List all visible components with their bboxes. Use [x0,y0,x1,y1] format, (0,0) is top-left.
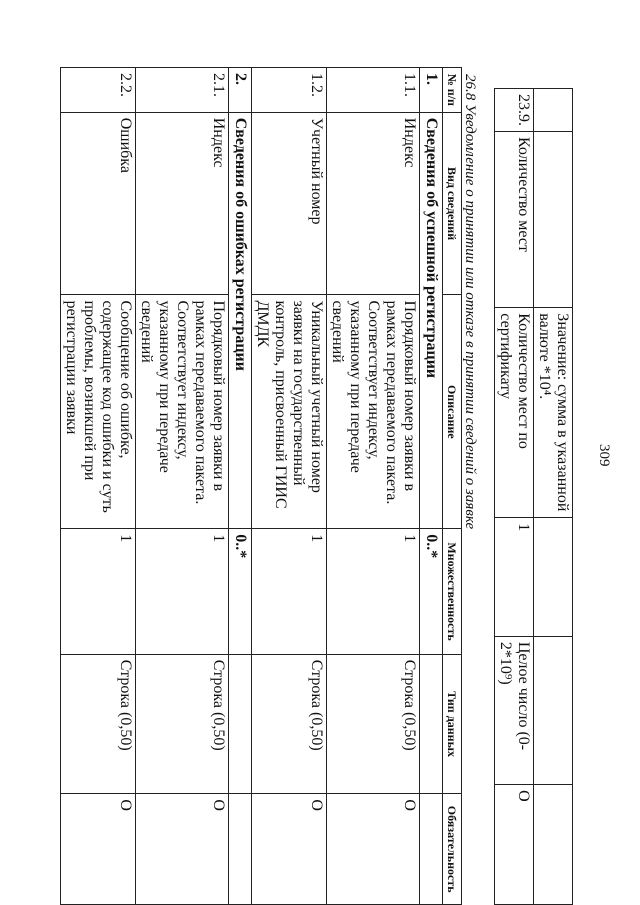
table-row [61,68,136,905]
cell-required [534,785,573,905]
cell-required: О [61,794,136,905]
cell-name: Учетный номер [252,112,327,295]
table-row [136,68,229,905]
section-title: Сведения об успешной регистрации [420,112,443,529]
header-type: Тип данных [443,654,462,794]
section-required [229,794,252,905]
cell-num: 1.2. [252,68,327,113]
cell-type: Целое число (0-2*10⁹) [495,636,534,784]
cell-multiplicity: 1 [136,529,229,654]
header-name: Вид сведений [443,112,462,295]
cell-required: О [252,794,327,905]
cell-description: Уникальный учетный номер заявки на государственный контроль, присвоенный ГИИС ДМДК [252,295,327,529]
section-multiplicity: 0..* [229,529,252,654]
header-required: Обязательность [443,794,462,905]
cell-multiplicity: 1 [495,518,534,637]
section-multiplicity: 0..* [420,529,443,654]
header-description: Описание [443,295,462,529]
table-row [495,89,534,905]
cell-num: 1.1. [327,68,420,113]
cell-name: Ошибка [61,112,136,295]
header-row [443,68,462,905]
cell-name: Индекс [136,112,229,295]
cell-multiplicity: 1 [61,529,136,654]
cell-type: Строка (0,50) [61,654,136,794]
cell-required: О [136,794,229,905]
section-type [229,654,252,794]
cell-description: Порядковый номер заявки в рамках передаваемого пакета. Соответствует индексу, указанному при передаче сведений [327,295,420,529]
section-title: Сведения об ошибках регистрации [229,112,252,529]
cell-description: Порядковый номер заявки в рамках передаваемого пакета. Соответствует индексу, указанному при передаче сведений [136,295,229,529]
section-row [229,68,252,905]
cell-type: Строка (0,50) [136,654,229,794]
cell-type: Строка (0,50) [327,654,420,794]
cell-name [534,132,573,308]
cell-type: Строка (0,50) [252,654,327,794]
section-row [420,68,443,905]
section-num: 2. [229,68,252,113]
section-num: 1. [420,68,443,113]
continuation-table [494,88,573,905]
cell-num: 2.2. [61,68,136,113]
page-number: 309 [596,444,612,467]
cell-multiplicity [534,518,573,637]
header-num: № п/п [443,68,462,113]
cell-name: Количество мест [495,132,534,308]
table-row [327,68,420,905]
cell-num: 23.9. [495,89,534,132]
table-caption: 26.8 Уведомление о принятии или отказе в принятии сведений о заявке [462,74,478,530]
cell-name: Индекс [327,112,420,295]
cell-type [534,636,573,784]
cell-required: О [327,794,420,905]
cell-description: Сообщение об ошибке, содержащее код ошибки и суть проблемы, возникшей при регистрации заявки [61,295,136,529]
cell-num: 2.1. [136,68,229,113]
section-required [420,794,443,905]
cell-required: О [495,785,534,905]
cell-description: Значение: сумма в указанной валюте *10⁴. [534,308,573,518]
section-type [420,654,443,794]
header-multiplicity: Множественность [443,529,462,654]
cell-multiplicity: 1 [252,529,327,654]
table-row [534,89,573,905]
cell-num [534,89,573,132]
cell-multiplicity: 1 [327,529,420,654]
cell-description: Количество мест по сертификату [495,308,534,518]
table-row [252,68,327,905]
notification-table [60,67,462,905]
